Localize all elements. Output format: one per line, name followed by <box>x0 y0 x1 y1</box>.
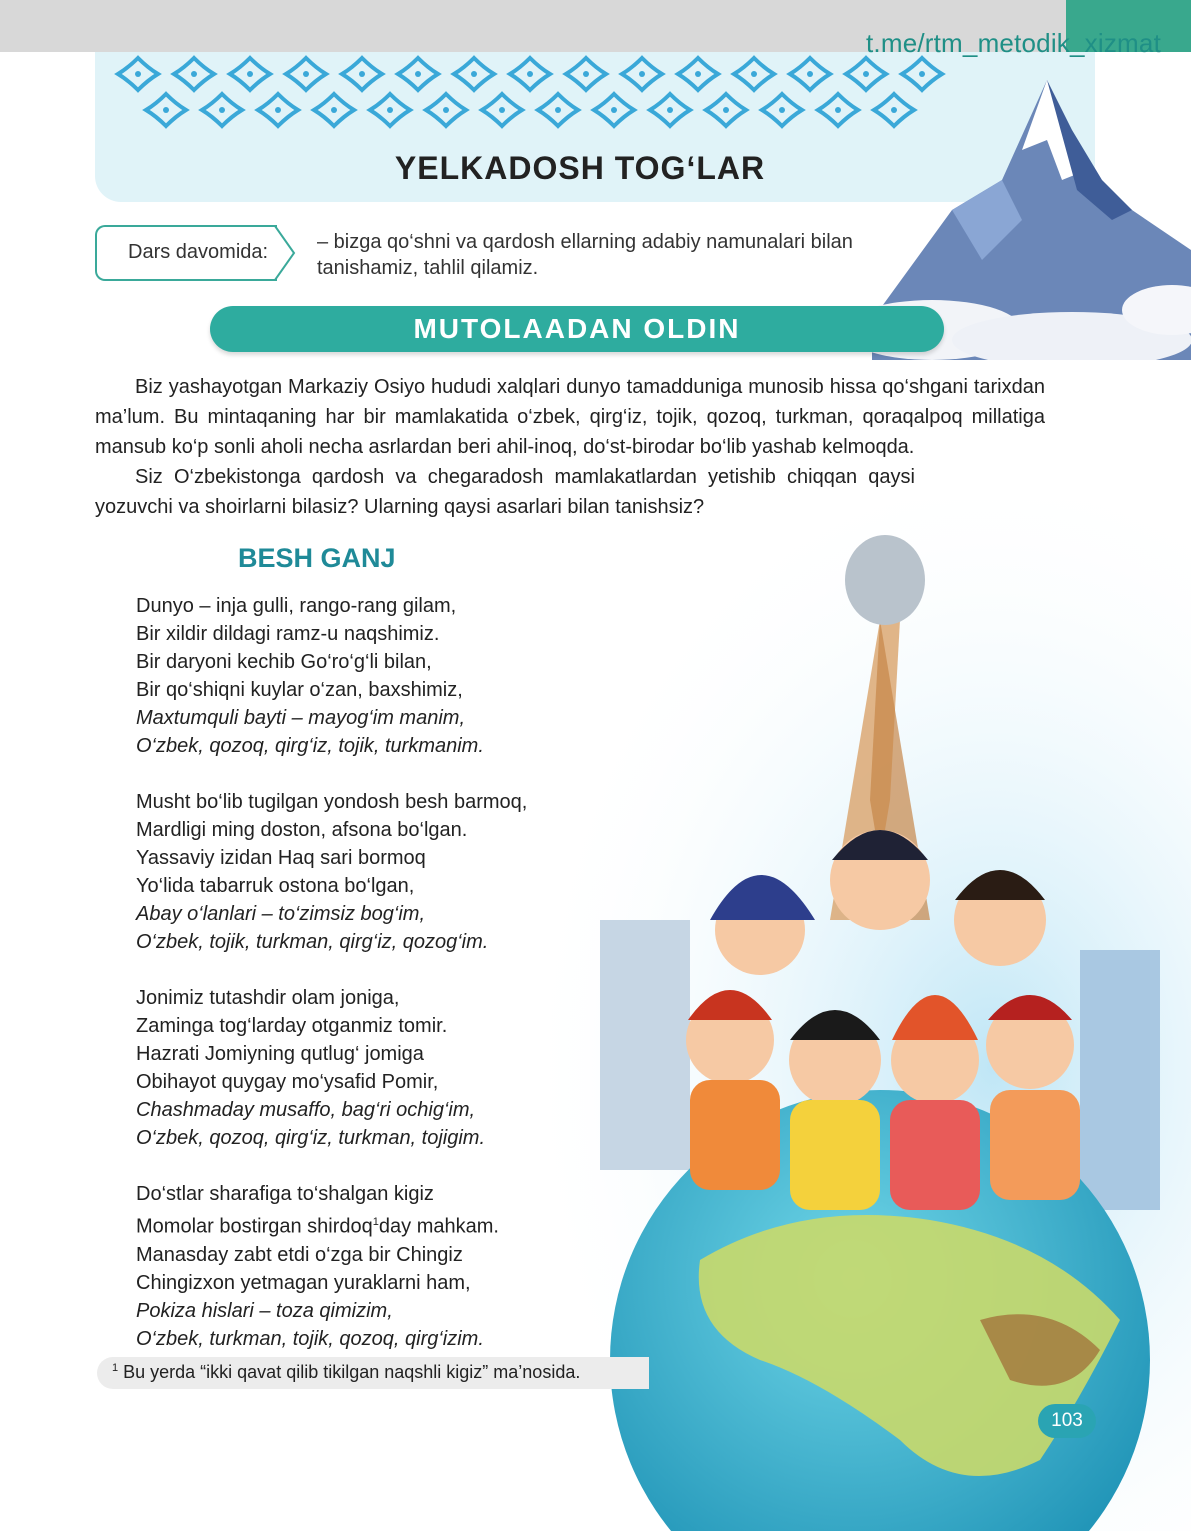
intro-paragraph-1 <box>95 372 1045 462</box>
lesson-goal-text: – bizga qo‘shni va qardosh ellarning adabiy namunalari bilan tanishamiz, tahlil qilamiz. <box>317 231 853 279</box>
poem-line: Dunyo – inja gulli, rango-rang gilam, <box>136 595 457 617</box>
intro-paragraph-2 <box>95 462 915 522</box>
poem-line: O‘zbek, qozoq, qirg‘iz, tojik, turkmanim. <box>136 735 484 757</box>
footnote-mark: 1 <box>112 1362 119 1374</box>
poem-stanza-3 <box>136 984 656 1152</box>
ornament-pattern <box>108 54 968 134</box>
poem-line: O‘zbek, qozoq, qirg‘iz, turkman, tojigim. <box>136 1127 486 1149</box>
footnote-text: Bu yerda “ikki qavat qilib tikilgan naqshli kigiz” ma’nosida. <box>118 1362 581 1382</box>
poem-line: Mardligi ming doston, afsona bo‘lgan. <box>136 819 468 841</box>
section-banner: MUTOLAADAN OLDIN <box>210 306 944 352</box>
poem-stanza-4 <box>136 1180 656 1353</box>
poem-line: O‘zbek, tojik, turkman, qirg‘iz, qozog‘im. <box>136 931 489 953</box>
intro-paragraph-1-text: Biz yashayotgan Markaziy Osiyo hududi xalqlari dunyo tamadduniga munosib hissa qo‘shgani tarixdan ma’lum. Bu mintaqaning har bir mamlakatida o‘zbek, qirg‘iz, tojik, qozoq, turkman, qoraqalpoq millatiga mansub ko‘p sonli aholi necha asrlardan beri ahil-inoq, do‘st-birodar bo‘lib yashab kelmoqda. <box>95 376 1045 458</box>
poem-stanza-1 <box>136 592 656 760</box>
poem-line-part: Momolar bostirgan shirdoq <box>136 1215 373 1238</box>
poem-line: Obihayot quygay mo‘ysafid Pomir, <box>136 1071 439 1093</box>
poem-line: Jonimiz tutashdir olam joniga, <box>136 987 400 1009</box>
poem-line: Bir daryoni kechib Go‘ro‘g‘li bilan, <box>136 651 432 673</box>
poem-line: Pokiza hislari – toza qimizim, <box>136 1299 393 1322</box>
page-number: 103 <box>1038 1404 1096 1438</box>
poem-line: Chashmaday musaffo, bag‘ri ochig‘im, <box>136 1099 476 1121</box>
footnote-reference: 1 <box>372 1216 379 1228</box>
lesson-goal-label: Dars davomida: <box>128 241 269 263</box>
poem-line: Bir xildir dildagi ramz-u naqshimiz. <box>136 623 440 645</box>
poem-title: BESH GANJ <box>238 543 396 573</box>
poem-line-part: day mahkam. <box>378 1215 499 1238</box>
poem-line: Yo‘lida tabarruk ostona bo‘lgan, <box>136 875 415 897</box>
poem-line: Yassaviy izidan Haq sari bormoq <box>136 847 426 869</box>
poem-line: Chingizxon yetmagan yuraklarni ham, <box>136 1271 471 1294</box>
poem-line: Do‘stlar sharafiga to‘shalgan kigiz <box>136 1183 434 1205</box>
poem-line: Bir qo‘shiqni kuylar o‘zan, baxshimiz, <box>136 679 463 701</box>
page-title: YELKADOSH TOG‘LAR <box>394 150 766 186</box>
poem-line: Zaminga tog‘larday otganmiz tomir. <box>136 1015 448 1037</box>
poem-line: Musht bo‘lib tugilgan yondosh besh barmoq, <box>136 791 528 813</box>
poem-line: O‘zbek, turkman, tojik, qozoq, qirg‘izim. <box>136 1327 484 1350</box>
poem-line: Hazrati Jomiyning qutlug‘ jomiga <box>136 1043 424 1065</box>
poem-line: Maxtumquli bayti – mayog‘im manim, <box>136 707 465 729</box>
poem-line <box>136 1208 656 1241</box>
intro-paragraph-2-text: Siz O‘zbekistonga qardosh va chegaradosh mamlakatlardan yetishib chiqqan qaysi yozuvchi va shoirlarni bilasiz? Ularning qaysi asarlari bilan tanishsiz? <box>95 466 915 518</box>
poem-line: Abay o‘lanlari – to‘zimsiz bog‘im, <box>136 903 426 925</box>
poem-line: Manasday zabt etdi o‘zga bir Chingiz <box>136 1243 463 1266</box>
footnote <box>112 1362 580 1383</box>
poem-stanza-2 <box>136 788 656 956</box>
telegram-link[interactable]: t.me/rtm_metodik_xizmat <box>865 28 1161 58</box>
